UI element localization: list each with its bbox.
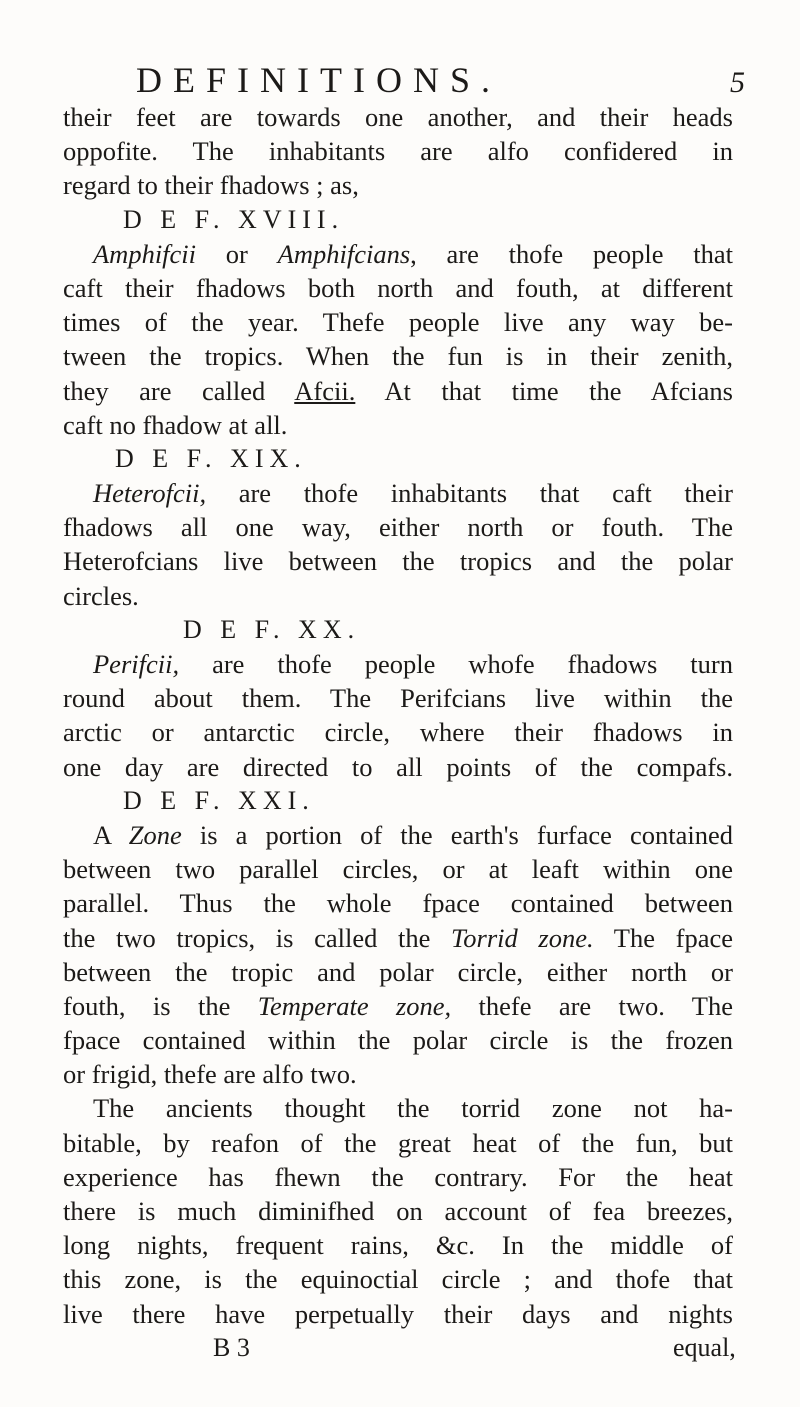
text-line bbox=[63, 818, 733, 852]
text-run: At that time the Afcians bbox=[355, 375, 733, 406]
text-line: fpace contained within the polar circle is the frozen bbox=[63, 1025, 733, 1056]
text-run: the two tropics, is called the bbox=[63, 922, 451, 953]
text-line: times of the year. Thefe people live any way be- bbox=[63, 307, 733, 338]
catchword: equal, bbox=[673, 1332, 736, 1362]
text-line: long nights, frequent rains, &c. In the middle of bbox=[63, 1230, 733, 1261]
text-line: experience has fhewn the contrary. For the heat bbox=[63, 1161, 733, 1192]
definition-heading-21: D E F. XXI. bbox=[123, 785, 315, 815]
text-line: live there have perpetually their days and nights bbox=[63, 1298, 733, 1329]
text-line: regard to their fhadows ; as, bbox=[63, 170, 359, 201]
text-line: or frigid, thefe are alfo two. bbox=[63, 1059, 357, 1090]
definition-heading-18: D E F. XVIII. bbox=[123, 204, 345, 234]
text-line: fhadows all one way, either north or fouth. The bbox=[63, 512, 733, 543]
text-line: there is much diminifhed on account of fea breezes, bbox=[63, 1196, 733, 1226]
text-run: thefe are two. The bbox=[451, 990, 733, 1021]
page-body bbox=[63, 100, 736, 1365]
text-line bbox=[63, 989, 733, 1023]
text-line: one day are directed to all points of the compafs. bbox=[63, 751, 733, 782]
text-line: The ancients thought the torrid zone not ha- bbox=[93, 1093, 733, 1124]
running-header: DEFINITIONS. bbox=[136, 60, 501, 100]
text-line bbox=[63, 237, 733, 271]
text-run: fouth, is the bbox=[63, 990, 258, 1021]
text-line: caft no fhadow at all. bbox=[63, 409, 288, 440]
definition-heading-19: D E F. XIX. bbox=[115, 443, 307, 473]
text-line bbox=[63, 374, 733, 408]
text-run: A bbox=[93, 819, 129, 850]
text-line bbox=[63, 476, 733, 510]
text-run: The fpace bbox=[593, 922, 733, 953]
term-heteroscii: Heterofcii, bbox=[93, 478, 207, 509]
text-run: is a portion of the earth's furface contained bbox=[181, 819, 733, 850]
text-run: are thofe inhabitants that caft their bbox=[206, 478, 733, 509]
text-run: they are called bbox=[63, 375, 295, 406]
text-run: or bbox=[196, 238, 278, 269]
text-line bbox=[63, 647, 733, 681]
text-line: Heterofcians live between the tropics and the polar bbox=[63, 546, 733, 577]
definition-heading-20: D E F. XX. bbox=[183, 614, 361, 644]
term-torrid-zone: Torrid zone. bbox=[451, 922, 594, 953]
page-number: 5 bbox=[730, 66, 745, 99]
text-line: this zone, is the equinoctial circle ; and thofe that bbox=[63, 1264, 733, 1295]
text-run: , are thofe people that bbox=[410, 238, 734, 269]
term-temperate-zone: Temperate zone, bbox=[257, 990, 452, 1021]
text-line: round about them. The Perifcians live within the bbox=[63, 683, 733, 714]
page-footer bbox=[63, 1331, 736, 1365]
text-line: their feet are towards one another, and their heads bbox=[63, 102, 733, 132]
term-zone: Zone bbox=[128, 819, 182, 850]
text-line: between two parallel circles, or at leaft within one bbox=[63, 854, 733, 885]
text-line: arctic or antarctic circle, where their fhadows in bbox=[63, 717, 733, 748]
signature-mark: B 3 bbox=[213, 1332, 250, 1362]
term-amphiscii: Amphifcii bbox=[93, 238, 197, 269]
text-line bbox=[63, 921, 733, 955]
term-ascii: Afcii. bbox=[294, 375, 356, 406]
text-line: oppofite. The inhabitants are alfo confidered in bbox=[63, 136, 733, 167]
text-line: between the tropic and polar circle, either north or bbox=[63, 956, 733, 987]
text-line: caft their fhadows both north and fouth, at different bbox=[63, 272, 733, 303]
term-amphiscians: Amphifcians bbox=[277, 238, 411, 269]
text-line: parallel. Thus the whole fpace contained between bbox=[63, 888, 733, 919]
text-run: are thofe people whofe fhadows turn bbox=[179, 649, 733, 679]
text-line: bitable, by reafon of the great heat of the fun, but bbox=[63, 1127, 733, 1158]
term-periscii: Perifcii, bbox=[93, 649, 180, 679]
text-line: tween the tropics. When the fun is in their zenith, bbox=[63, 341, 733, 372]
text-line: circles. bbox=[63, 580, 139, 611]
